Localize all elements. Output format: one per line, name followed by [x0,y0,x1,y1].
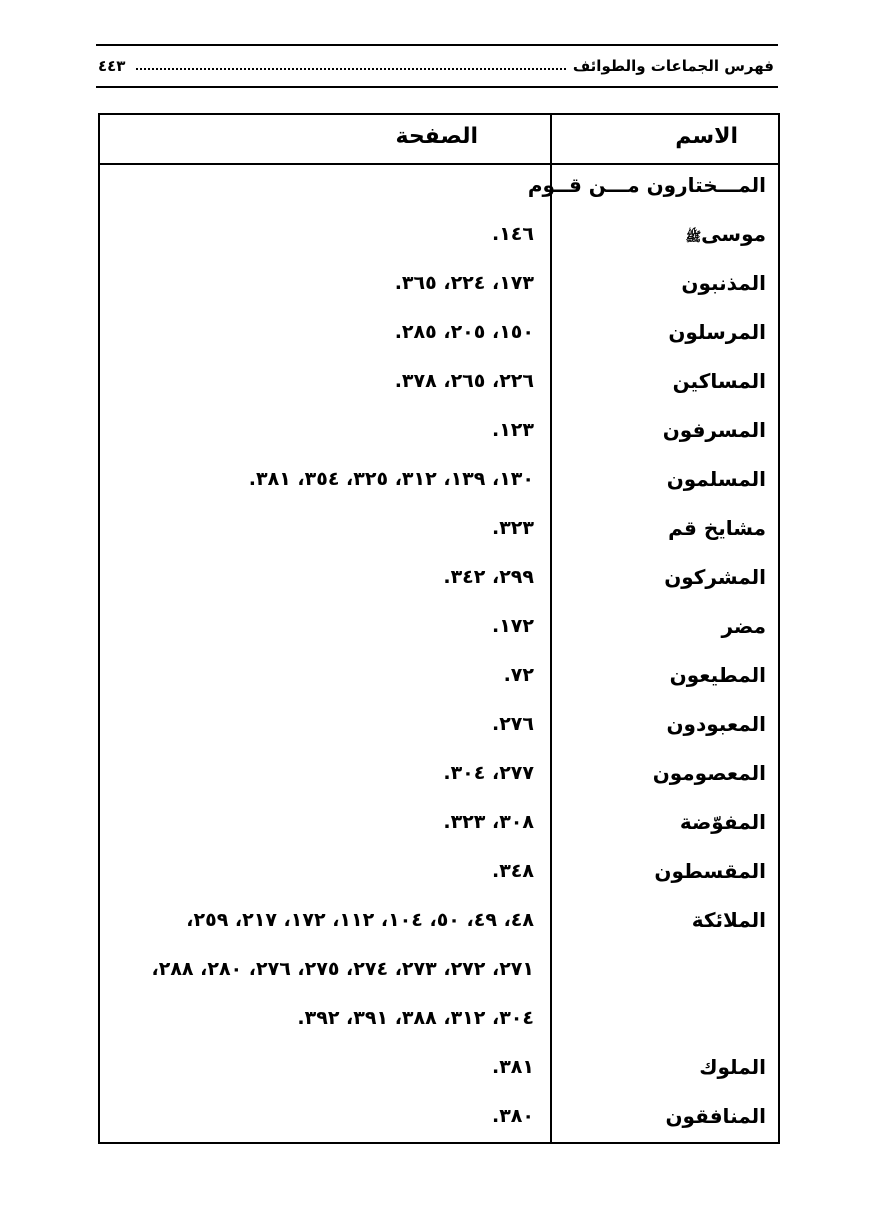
page-references: ٢٩٩، ٣٤٢. [443,566,534,588]
page-references: ٣٤٨. [491,860,534,882]
table-row [100,703,778,752]
group-name: الملائكة [691,908,766,932]
pages-column-header: الصفحة [395,124,478,149]
group-name-text: موسى [701,222,766,246]
page-references: ٢٧٦. [491,713,534,735]
page-number: ٤٤٣ [98,57,131,75]
group-name: المقسطون [654,859,766,883]
page-references: ١٢٣. [491,419,534,441]
table-row [100,850,778,899]
page-references: ٢٧١، ٢٧٢، ٢٧٣، ٢٧٤، ٢٧٥، ٢٧٦، ٢٨٠، ٢٨٨، [151,958,534,980]
table-row [100,458,778,507]
leader-dots [136,68,578,70]
honorific-glyph-icon: ﷺ [685,230,702,245]
table-row [100,1095,778,1144]
page-references: ٣٨١. [491,1056,534,1078]
page-references: ٧٢. [503,664,534,686]
table-row [100,948,778,997]
table-row [100,654,778,703]
page-references: ٢٢٦، ٢٦٥، ٣٧٨. [394,370,534,392]
table-row [100,213,778,262]
table-row [100,164,778,213]
group-name: المفوّضة [679,810,766,834]
page-references: ٤٨، ٤٩، ٥٠، ١٠٤، ١١٢، ١٧٢، ٢١٧، ٢٥٩، [186,909,534,931]
group-name: مشايخ قم [668,516,766,540]
group-name: المساكين [672,369,766,393]
table-body [100,164,778,1144]
page-references: ٣٠٨، ٣٢٣. [443,811,534,833]
table-row [100,409,778,458]
table-row [100,752,778,801]
table-row [100,311,778,360]
group-name: الملوك [699,1055,766,1079]
group-name: المـــختارون مـــن قــوم [527,173,766,197]
table-row [100,801,778,850]
page-references: ٣٢٣. [491,517,534,539]
page-references: ١٧٣، ٢٢٤، ٣٦٥. [394,272,534,294]
table-row [100,1046,778,1095]
index-table [98,113,780,1144]
group-name: المسرفون [662,418,766,442]
group-name: المنافقون [665,1104,766,1128]
page-references: ١٤٦. [491,223,534,245]
page-references: ٣٨٠. [491,1105,534,1127]
group-name: مضر [721,614,766,638]
table-row [100,507,778,556]
group-name: المسلمون [666,467,766,491]
group-name: المذنبون [681,271,766,295]
page-references: ٢٧٧، ٣٠٤. [443,762,534,784]
page-references: ٣٠٤، ٣١٢، ٣٨٨، ٣٩١، ٣٩٢. [297,1007,534,1029]
group-name: المعبودون [666,712,766,736]
table-row [100,997,778,1046]
table-row [100,556,778,605]
table-row [100,360,778,409]
running-title: فهرس الجماعات والطوائف [567,57,774,75]
table-row [100,899,778,948]
page-references: ١٣٠، ١٣٩، ٣١٢، ٣٢٥، ٣٥٤، ٣٨١. [248,468,534,490]
table-row [100,262,778,311]
group-name: المطيعون [669,663,766,687]
table-row [100,605,778,654]
page-references: ١٥٠، ٢٠٥، ٢٨٥. [394,321,534,343]
group-name: المشركون [664,565,766,589]
group-name [685,222,766,248]
group-name: المعصومون [652,761,766,785]
running-header [96,44,778,88]
group-name: المرسلون [668,320,766,344]
table-header-row [100,115,778,165]
name-column-header: الاسم [675,124,738,149]
page-references: ١٧٢. [491,615,534,637]
